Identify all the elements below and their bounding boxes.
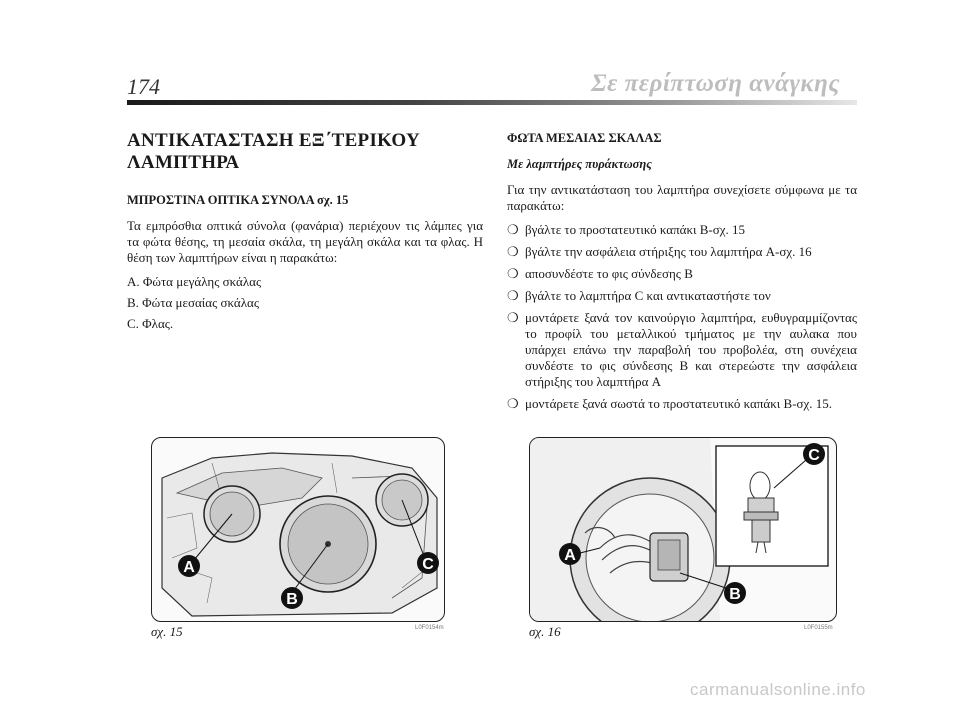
- callout-b: B: [286, 591, 298, 608]
- page-number: 174: [127, 74, 160, 99]
- callout-c: C: [422, 556, 434, 573]
- heading-line-2: ΛΑΜΠΤΗΡΑ: [127, 152, 240, 173]
- bullet-icon: ❍: [507, 310, 519, 325]
- bulb-illustration: [530, 438, 836, 621]
- bullet-icon: ❍: [507, 244, 519, 259]
- list-item: B. Φώτα μεσαίας σκάλας: [127, 295, 259, 310]
- step-item: ❍ μοντάρετε ξανά τον καινούργιο λαμπτήρα, ευθυγραμμίζοντας το προφίλ του μεταλλικού τμήματος με την αυλακα που υπάρχει επάνω την παραβολή του προβολέα, στη συνέχεια συνδέστε το φις σύνδεσης B και στερεώστε την ασφάλεια στήριξης του λαμπτήρα A: [507, 310, 857, 389]
- figure-16-code: L0F0155m: [804, 625, 833, 631]
- intro-paragraph: Τα εμπρόσθια οπτικά σύνολα (φανάρια) περιέχουν τις λάμπες για τα φώτα θέσης, τη μεσαία σκάλα, τη μεγάλη σκάλα και τα φλας. Η θέση των λαμπτήρων είναι η παρακάτω:: [127, 218, 483, 265]
- bullet-icon: ❍: [507, 222, 519, 237]
- right-intro: Για την αντικατάσταση του λαμπτήρα συνεχίσετε σύμφωνα με τα παρακάτω:: [507, 182, 857, 213]
- list-item: A. Φώτα μεγάλης σκάλας: [127, 274, 262, 289]
- left-column: [127, 130, 483, 337]
- callout-a: A: [183, 559, 195, 576]
- page-heading: [127, 130, 483, 174]
- callout-c: C: [808, 447, 820, 464]
- figure-15-caption: σχ. 15: [151, 624, 183, 639]
- bullet-icon: ❍: [507, 288, 519, 303]
- figure-16-bulb-replacement: [529, 437, 837, 622]
- watermark: carmanualsonline.info: [690, 680, 866, 699]
- right-subheading: Με λαμπτήρες πυράκτωσης: [507, 157, 652, 171]
- step-item: ❍ αποσυνδέστε το φις σύνδεσης B: [507, 266, 693, 281]
- callout-a: A: [564, 547, 576, 564]
- heading-line-1: ΑΝΤΙΚΑΤΑΣΤΑΣΗ ΕΞ΄ΤΕΡΙΚΟΥ: [127, 130, 421, 151]
- section-title: Σε περίπτωση ανάγκης: [591, 70, 840, 97]
- step-item: ❍ βγάλτε το λαμπτήρα C και αντικαταστήστε τον: [507, 288, 771, 303]
- headlamp-illustration: [152, 438, 444, 621]
- bullet-icon: ❍: [507, 266, 519, 281]
- header-rule: [127, 100, 857, 105]
- figure-15-code: L0F0154m: [415, 625, 444, 631]
- figure-15-headlamp: [151, 437, 445, 622]
- right-heading: ΦΩΤΑ ΜΕΣΑΙΑΣ ΣΚΑΛΑΣ: [507, 131, 662, 145]
- section-subtitle: ΜΠΡΟΣΤΙΝΑ ΟΠΤΙΚΑ ΣΥΝΟΛΑ σχ. 15: [127, 193, 349, 207]
- callout-b: B: [729, 586, 741, 603]
- step-item: ❍ βγάλτε το προστατευτικό καπάκι B-σχ. 15: [507, 222, 746, 237]
- step-item: ❍ βγάλτε την ασφάλεια στήριξης του λαμπτήρα A-σχ. 16: [507, 244, 812, 259]
- bullet-icon: ❍: [507, 396, 519, 411]
- figure-16-caption: σχ. 16: [529, 624, 561, 639]
- step-item: ❍ μοντάρετε ξανά σωστά το προστατευτικό καπάκι B-σχ. 15.: [507, 396, 833, 411]
- right-column: [507, 130, 857, 418]
- list-item: C. Φλας.: [127, 316, 174, 331]
